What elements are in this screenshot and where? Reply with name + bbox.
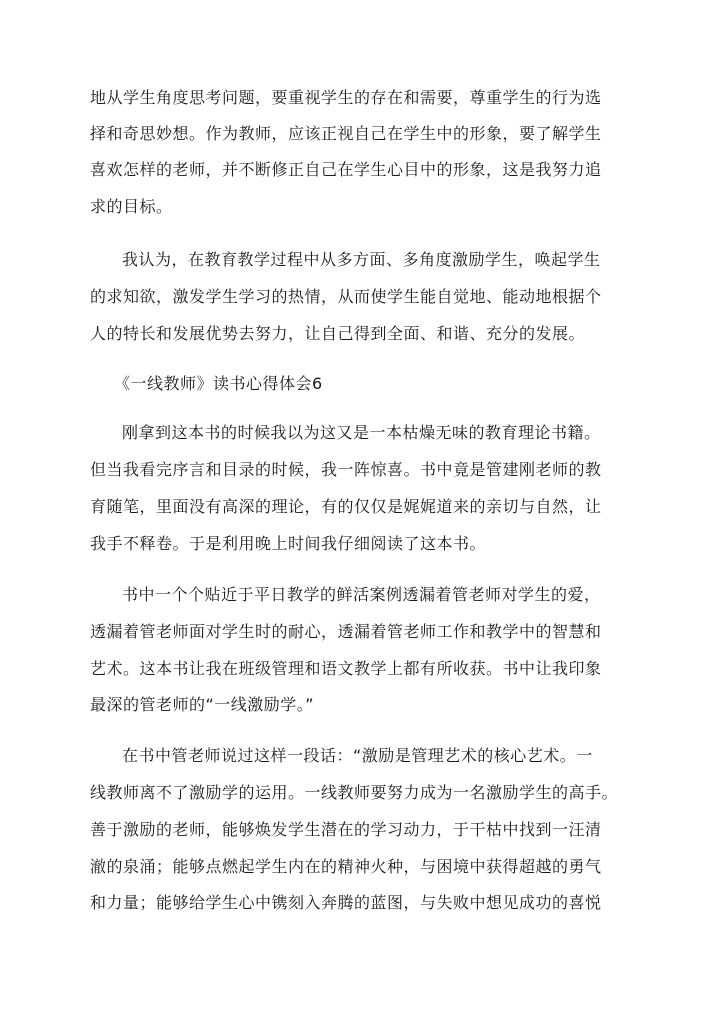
paragraph-5-line-3: 善于激励的老师，能够焕发学生潜在的学习动力，于干枯中找到一汪清 bbox=[90, 820, 602, 839]
paragraph-3-line-4: 我手不释卷。于是利用晚上时间我仔细阅读了这本书。 bbox=[90, 534, 487, 553]
paragraph-2-line-2: 的求知欲，激发学生学习的热情，从而使学生能自觉地、能动地根据个 bbox=[90, 287, 602, 306]
section-heading: 《一线教师》读书心得体会6 bbox=[114, 374, 323, 393]
paragraph-2-line-1: 我认为，在教育教学过程中从多方面、多角度激励学生，唤起学生 bbox=[122, 250, 601, 269]
paragraph-1-line-3: 喜欢怎样的老师，并不断修正自己在学生心目中的形象，这是我努力追 bbox=[90, 160, 602, 179]
paragraph-1-line-2: 择和奇思妙想。作为教师，应该正视自己在学生中的形象，要了解学生 bbox=[90, 124, 602, 143]
paragraph-1-line-1: 地从学生角度思考问题，要重视学生的存在和需要，尊重学生的行为选 bbox=[90, 88, 602, 107]
paragraph-5-line-2: 线教师离不了激励学的运用。一线教师要努力成为一名激励学生的高手。 bbox=[90, 783, 619, 802]
paragraph-3-line-2: 但当我看完序言和目录的时候，我一阵惊喜。书中竟是管建刚老师的教 bbox=[90, 460, 602, 479]
paragraph-5-line-4: 澈的泉涌；能够点燃起学生内在的精神火种，与困境中获得超越的勇气 bbox=[90, 857, 602, 876]
paragraph-4-line-1: 书中一个个贴近于平日教学的鲜活案例透漏着管老师对学生的爱， bbox=[122, 585, 601, 604]
paragraph-2-line-3: 人的特长和发展优势去努力，让自己得到全面、和谐、充分的发展。 bbox=[90, 324, 586, 343]
paragraph-4-line-2: 透漏着管老师面对学生时的耐心，透漏着管老师工作和教学中的智慧和 bbox=[90, 622, 602, 641]
paragraph-3-line-3: 育随笔，里面没有高深的理论，有的仅仅是娓娓道来的亲切与自然，让 bbox=[90, 497, 602, 516]
paragraph-4-line-4: 最深的管老师的“一线激励学。” bbox=[90, 695, 315, 714]
paragraph-3-line-1: 刚拿到这本书的时候我以为这又是一本枯燥无味的教育理论书籍。 bbox=[122, 423, 601, 442]
paragraph-5-line-1: 在书中管老师说过这样一段话：“激励是管理艺术的核心艺术。一 bbox=[122, 746, 593, 765]
paragraph-5-line-5: 和力量；能够给学生心中镌刻入奔腾的蓝图，与失败中想见成功的喜悦 bbox=[90, 893, 602, 912]
paragraph-4-line-3: 艺术。这本书让我在班级管理和语文教学上都有所收获。书中让我印象 bbox=[90, 659, 602, 678]
paragraph-1-line-4: 求的目标。 bbox=[90, 197, 173, 216]
